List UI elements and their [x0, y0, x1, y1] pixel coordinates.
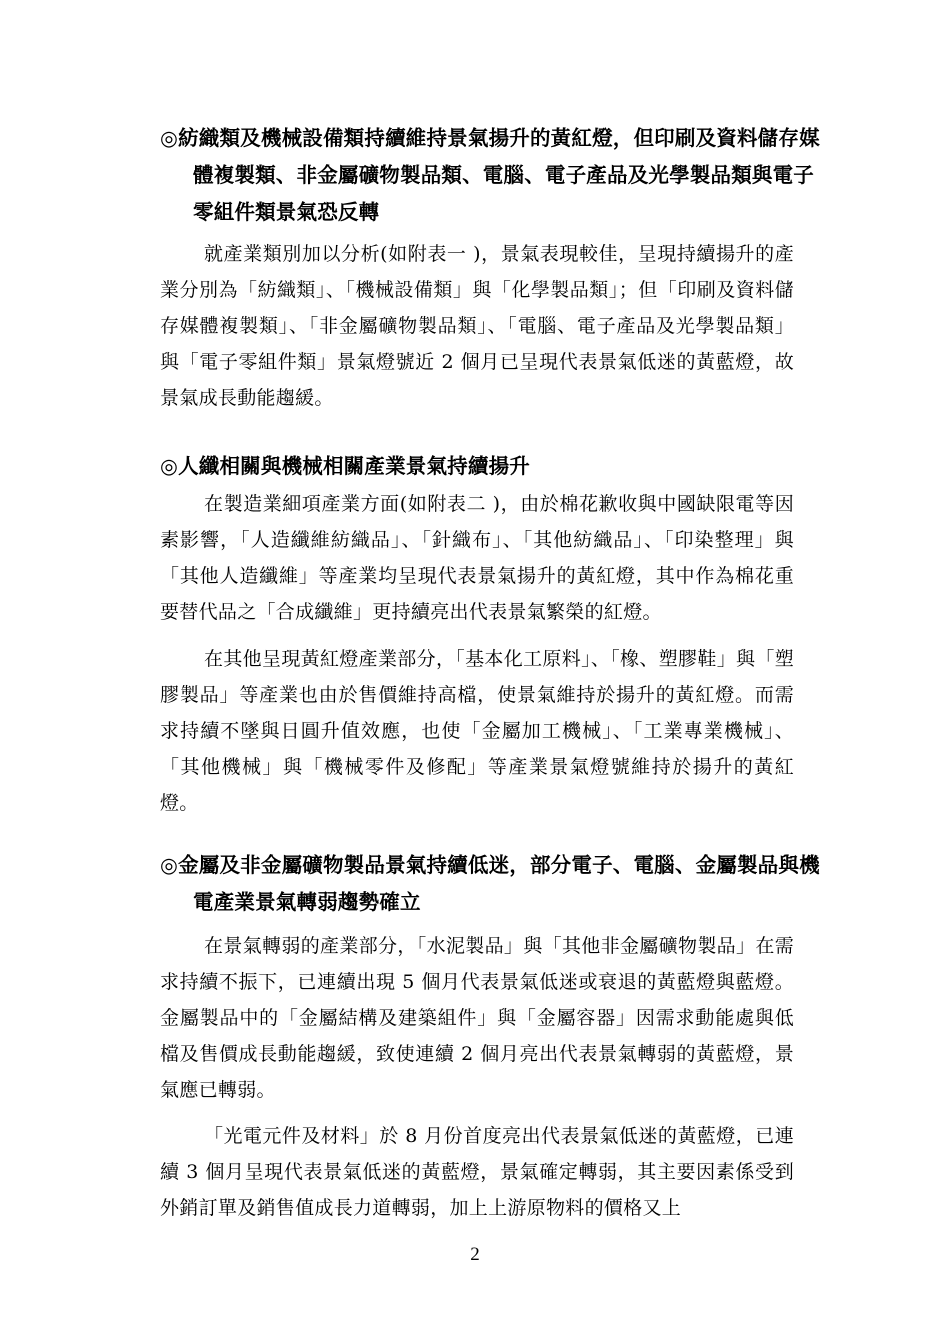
section-heading-textile-machinery: ◎紡織類及機械設備類持續維持景氣揚升的黃紅燈，但印刷及資料儲存媒體複製類、非金屬礦物製品類、電腦、電子產品及光學製品類與電子零組件類景氣恐反轉 — [160, 126, 820, 224]
paragraph-manufacturing-detail: 在製造業細項產業方面(如附表二 )，由於棉花歉收與中國缺限電等因素影響，「人造纖維紡織品」、「針織布」、「其他紡織品」、「印染整理」與「其他人造纖維」等產業均呈現代表景氣揚升的黃紅燈，其中作為棉花重要替代品之「合成纖維」更持續亮出代表景氣繁榮的紅燈。 — [160, 493, 794, 623]
section-heading-metal-weakening: ◎金屬及非金屬礦物製品景氣持續低迷，部分電子、電腦、金屬製品與機電產業景氣轉弱趨勢確立 — [160, 853, 820, 914]
paragraph-optoelectronics: 「光電元件及材料」於 8 月份首度亮出代表景氣低迷的黃藍燈，已連續 3 個月呈現代表景氣低迷的黃藍燈，景氣確定轉弱，其主要因素係受到外銷訂單及銷售值成長力道轉弱，加上上游原物料的價格又上 — [160, 1125, 794, 1219]
paragraph-industry-analysis: 就產業類別加以分析(如附表一 )，景氣表現較佳，呈現持續揚升的產業分別為「紡織類」、「機械設備類」與「化學製品類」；但「印刷及資料儲存媒體複製類」、「非金屬礦物製品類」、「電腦、電子產品及光學製品類」與「電子零組件類」景氣燈號近 2 個月已呈現代表景氣低迷的黃藍燈，故景氣成長動能趨緩。 — [160, 243, 794, 409]
paragraph-weakening-industries: 在景氣轉弱的產業部分，「水泥製品」與「其他非金屬礦物製品」在需求持續不振下，已連續出現 5 個月代表景氣低迷或衰退的黃藍燈與藍燈。金屬製品中的「金屬結構及建築組件」與「金屬容器」因需求動能處與低檔及售價成長動能趨緩，致使連續 2 個月亮出代表景氣轉弱的黃藍燈，景氣應已轉弱。 — [160, 935, 794, 1101]
section-heading-synthetic-fiber: ◎人纖相關與機械相關產業景氣持續揚升 — [160, 454, 530, 478]
paragraph-yellow-red-industries: 在其他呈現黃紅燈產業部分，「基本化工原料」、「橡、塑膠鞋」與「塑膠製品」等產業也由於售價維持高檔，使景氣維持於揚升的黃紅燈。而需求持續不墜與日圓升值效應，也使「金屬加工機械」、「工業專業機械」、「其他機械」與「機械零件及修配」等產業景氣燈號維持於揚升的黃紅燈。 — [160, 648, 794, 814]
page-number: 2 — [470, 1244, 480, 1265]
